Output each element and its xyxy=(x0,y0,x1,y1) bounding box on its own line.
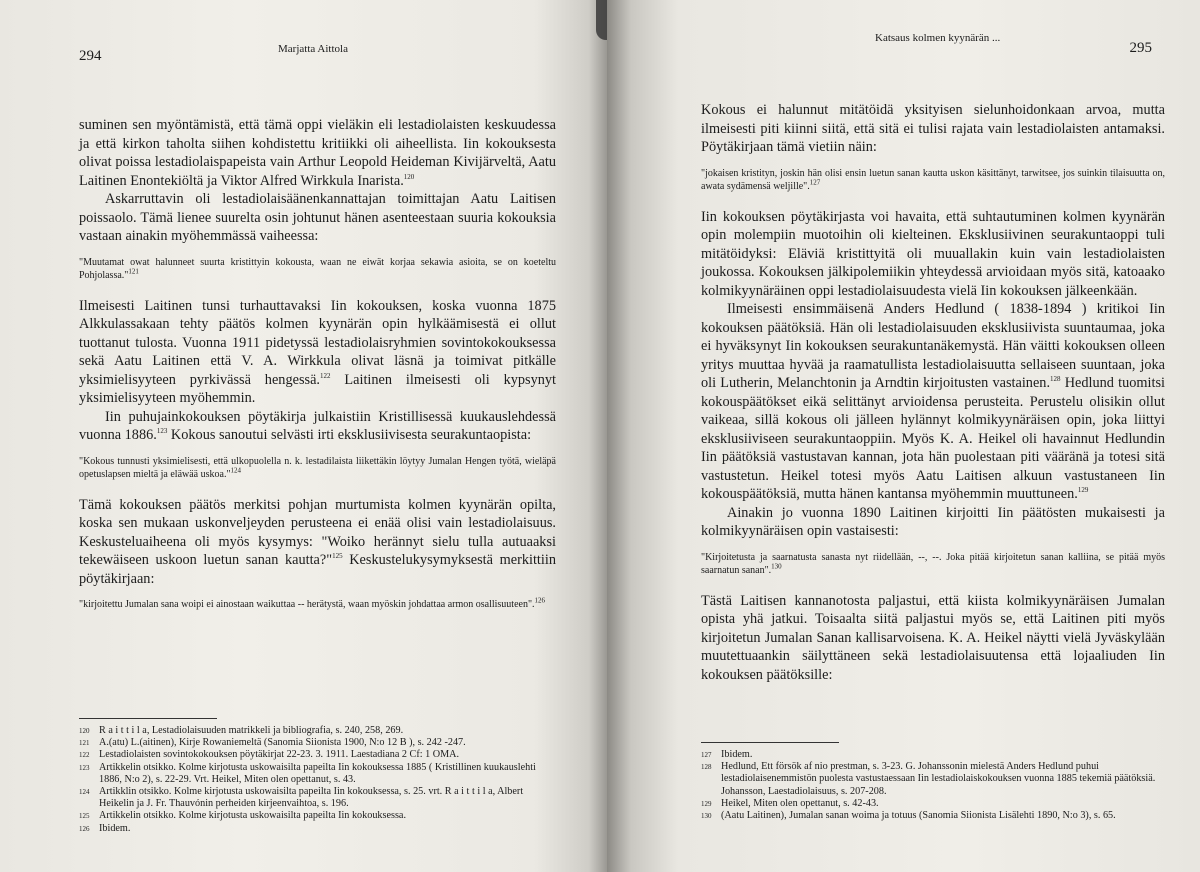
footnote-number: 124 xyxy=(79,788,90,797)
page-body xyxy=(79,116,556,626)
paragraph-text: Askarruttavin oli lestadiolaisäänenkannattajan toimittajan Aatu Laitisen poissaolo. Tämä lienee suurelta osin johtunut hänen asenteestaan suuria kokouksia vastaan ainakin myöhemmässä vaiheessa: xyxy=(79,191,556,244)
footnote-ref: 120 xyxy=(403,172,415,181)
right-page xyxy=(607,0,1200,872)
footnote-ref: 130 xyxy=(771,562,782,571)
footnote-number: 127 xyxy=(701,751,712,759)
page-body xyxy=(701,101,1165,684)
footnote-rule xyxy=(701,742,839,743)
block-quote xyxy=(701,167,1165,194)
footnote-text: A.(atu) L.(aitinen), Kirje Rowaniemeltä (Sanomia Siionista 1900, N:o 12 B ), s. 242 -247. xyxy=(99,737,466,749)
footnotes xyxy=(701,742,1165,822)
footnote-ref: 122 xyxy=(320,371,331,380)
paragraph xyxy=(79,496,556,589)
footnote-number: 120 xyxy=(79,727,90,735)
footnote xyxy=(701,810,1165,822)
footnote-text: Hedlund, Ett försök af nio prestman, s. 3-23. G. Johanssonin mielestä Anders Hedlund puhui lestadiolaisenemmistön puolesta vastustaessaan Iin lestadiolaiskokouksen vuonna 1885 tekemiä päätöksiä. Johansson, Laestadiolaisuus, s. 207-208. xyxy=(721,761,1156,797)
footnote-number: 128 xyxy=(701,763,712,772)
paragraph-text: Kokous ei halunnut mitätöidä yksityisen sielunhoidonkaan arvoa, mutta ilmeisesti piti kiinni siitä, että sitä ei tulisi rajata vain lestadiolaisten antamaksi. Pöytäkirjaan tämä vietiin näin: xyxy=(701,102,1165,155)
paragraph-text: "jokaisen kristityn, joskin hän olisi ensin luetun sanan kautta uskon käsittänyt, tarwitsee, jos suinkin tilaisuutta on, awata sydämensä weljille". xyxy=(701,167,1165,192)
paragraph xyxy=(79,190,556,246)
page-number: 295 xyxy=(1129,40,1152,56)
paragraph-text: Tämä kokouksen päätös merkitsi pohjan murtumista kolmen kyynärän opilta, koska sen mukaan uskonveljeyden perusteena ei enää olisi vain lestadiolaisuus. Keskusteluaiheena oli myös kysymys: "Woiko herännyt sielu tulla autuaaksi tekewäiseen uskoon luetun sanan kautta?" xyxy=(79,496,556,568)
paragraph-text: Laitinen ilmeisesti oli kypsynyt yksimielisyyteen myöhemmin. xyxy=(79,371,557,406)
page-number: 294 xyxy=(79,48,102,64)
paragraph xyxy=(701,504,1165,541)
footnote-text: Lestadiolaisten sovintokokouksen pöytäkirjat 22-23. 3. 1911. Laestadiana 2 Cf: 1 OMA. xyxy=(99,749,460,761)
paragraph xyxy=(701,300,1165,504)
paragraph-text: Ainakin jo vuonna 1890 Laitinen kirjoitti Iin päätösten mukaisesti ja kolmikyynäräisen opin vastaisesti: xyxy=(701,504,1165,539)
footnote-text: R a i t t i l a, Lestadiolaisuuden matrikkeli ja bibliografia, s. 240, 258, 269. xyxy=(99,725,404,736)
footnote-number: 129 xyxy=(701,799,712,808)
footnote-text: Artikklin otsikko. Kolme kirjotusta uskowaisilta papeilta Iin kokouksessa, s. 25. vrt. R a i t t i l a, Albert Heikelin ja J. Fr. Thauvónin perheiden kirjeenvaihtoa, s. 196. xyxy=(99,786,524,810)
paragraph xyxy=(701,101,1165,157)
footnote-ref: 125 xyxy=(332,552,343,561)
footnote xyxy=(701,761,1165,798)
paragraph xyxy=(701,208,1165,301)
footnote-number: 121 xyxy=(79,739,90,748)
footnote-text: Ibidem. xyxy=(721,749,753,760)
paragraph-text: "Kirjoitetusta ja saarnatusta sanasta nyt riidellään, --, --. Joka pitää kirjoitetun sanan kalliina, se pitää myös saarnatun sanan". xyxy=(701,551,1165,576)
block-quote xyxy=(79,455,556,482)
footnote-rule xyxy=(79,718,217,719)
paragraph xyxy=(79,408,556,445)
footnote-ref: 124 xyxy=(230,466,242,475)
paragraph-text: Ilmeisesti ensimmäisenä Anders Hedlund ( 1838-1894 ) kritikoi Iin kokouksen päätöksiä. Hän oli lestadiolaisuuden eksklusiivista suuntaumaa, joka ei hyväksynyt Iin kokouksen seurakuntanäkemystä. Hän väitti kokouksen olleen yritys muuttaa hyvää ja raamatullista lestadiolaisuutta sellaiseen suuntaan, joka oli Lutherin, Melanchtonin ja Arndtin kirjoitusten vastainen. xyxy=(701,301,1165,391)
paragraph-text: Tästä Laitisen kannanotosta paljastui, että kiista kolmikyynäräisen Jumalan opista yhä jatkui. Toisaalta siitä paljastui myös se, että Laitinen piti myös kirjoitetun Jumalan Sanan kallisarvoisena. K. A. Heikel näytti vielä Jyväskylään muutettuaankin säilyttäneen sekä lestadiolaisuutensa että lojaaliuden Iin kokouksen päätöksille: xyxy=(701,592,1165,683)
footnote-text: Artikkelin otsikko. Kolme kirjotusta uskowaisilta papeilta Iin kokouksessa. xyxy=(99,810,406,822)
paragraph-text: Ilmeisesti Laitinen tunsi turhauttavaksi Iin kokouksen, koska vuonna 1875 Alkkulassakaan tehty päätös kolmen kyynärän opin hylkäämisestä ei ollut tuottanut tulosta. Vuonna 1911 pidetyssä lestadiolaisryhmien sovintokokouksessa sekä Aatu Laitinen että V. A. Wirkkula olivat läsnä ja toimivat pitkälle yksimielisyyteen pyrkivässä hengessä. xyxy=(79,297,556,388)
paragraph xyxy=(701,592,1165,685)
footnote-ref: 128 xyxy=(1050,375,1061,384)
footnote xyxy=(701,749,1165,761)
footnote-text: Heikel, Miten olen opettanut, s. 42-43. xyxy=(721,797,879,809)
footnote-number: 123 xyxy=(79,763,90,772)
paragraph xyxy=(79,297,556,408)
paragraph-text: Kokous sanoutui selvästi irti eksklusiivisesta seurakuntaopista: xyxy=(170,427,532,443)
running-head: Marjatta Aittola xyxy=(278,43,348,55)
footnote-ref: 121 xyxy=(128,267,139,276)
footnote xyxy=(79,749,556,761)
paragraph-text: Hedlund tuomitsi kokouspäätökset eikä selittänyt arvioidensa perusteita. Perustelu olisikin ollut vaikeaa, sillä kokous oli jälleen hylännyt kolmikyynäräisen opin, joka liittyi eksklusiiviseen seurakuntaoppiin. Myös K. A. Heikel oli havainnut Hedlundin Iin päätöksiä vastustavan kannan, jota hän puolestaan piti vääränä ja totesi sitä vastustetun. Heikel totesi myös Aatu Laitisen alkuun vastustaneen Iin kokouspäätöksiä, mutta hänen kantansa myöhemmin muuttuneen. xyxy=(701,375,1165,502)
paragraph-text: "Muutamat owat halunneet suurta kristittyin kokousta, waan ne eiwät korjaa sekawia asioita, se on koeteltu Pohjolassa." xyxy=(79,256,556,281)
footnote-text: Ibidem. xyxy=(99,822,131,834)
footnote-number: 130 xyxy=(701,812,712,821)
footnote-ref: 123 xyxy=(156,427,168,436)
paragraph-text: Keskustelukysymyksestä merkittiin pöytäkirjaan: xyxy=(79,552,556,587)
footnote-number: 122 xyxy=(79,751,90,760)
footnotes xyxy=(79,718,556,835)
running-head: Katsaus kolmen kyynärän ... xyxy=(875,32,1001,44)
footnote-ref: 127 xyxy=(809,178,821,187)
footnote-text: Artikkelin otsikko. Kolme kirjotusta uskowaisilta papeilta Iin kokouksessa 1885 ( Kristillinen kuukauslehti 1886, N:o 2), s. 22-29. Vrt. Heikel, Miten olen opettanut, s. 43. xyxy=(99,761,536,785)
footnote-number: 126 xyxy=(79,824,90,833)
paragraph-text: Iin puhujainkokouksen pöytäkirja julkaistiin Kristillisessä kuukauslehdessä vuonna 1886. xyxy=(79,408,556,443)
paragraph-text: suminen sen myöntämistä, että tämä oppi vieläkin eli lestadiolaisten keskuudessa ja että kirkon taholta siihen kohdistettu kritiikki oli aiheellista. Iin kokouksesta olivat poissa lestadiolaispapeista vain Arthur Leopold Heideman Kivijärveltä, Aatu Laitinen Enontekiöltä ja Viktor Alfred Wirkkula Inarista. xyxy=(79,117,556,189)
footnote-number: 125 xyxy=(79,812,90,821)
block-quote xyxy=(701,551,1165,578)
paragraph xyxy=(79,116,556,190)
block-quote xyxy=(79,256,556,283)
paragraph-text: "Kokous tunnusti yksimielisesti, että ulkopuolella n. k. lestadilaista liikettäkin löytyy Jumalan Hengen työtä, wieläpä opetuslapsen mieltä ja eläwää uskoa." xyxy=(79,455,556,480)
footnote-ref: 126 xyxy=(534,596,546,605)
footnote xyxy=(701,798,1165,810)
footnote xyxy=(79,810,556,822)
footnote-ref: 129 xyxy=(1077,486,1089,495)
footnote xyxy=(79,823,556,835)
footnote xyxy=(79,786,556,810)
footnote-text: (Aatu Laitinen), Jumalan sanan woima ja totuus (Sanomia Siionista Lisälehti 1890, N:o 3), s. 65. xyxy=(721,810,1116,822)
block-quote xyxy=(79,598,556,612)
footnote xyxy=(79,737,556,749)
footnote xyxy=(79,725,556,737)
paragraph-text: "kirjoitettu Jumalan sana woipi ei ainostaan waikuttaa -- herätystä, waan myöskin johdattaa armon osallisuuteen". xyxy=(79,599,535,610)
paragraph-text: Iin kokouksen pöytäkirjasta voi havaita, että suhtautuminen kolmen kyynärän opin molempiin muotoihin oli kielteinen. Eksklusiivinen seurakuntaoppi tuli mitätöidyksi: Eläviä kristittyitä oli muuallakin kuin vain lestadiolaisten joukossa. Kokouksen jälkipolemiikin yhteydessä arvioidaan myös sitä, katoaako kolmikyynäräinen oppi lestadiolaisuudesta vielä Iin kokouksen jälkeenkään. xyxy=(701,208,1165,299)
footnote xyxy=(79,762,556,786)
